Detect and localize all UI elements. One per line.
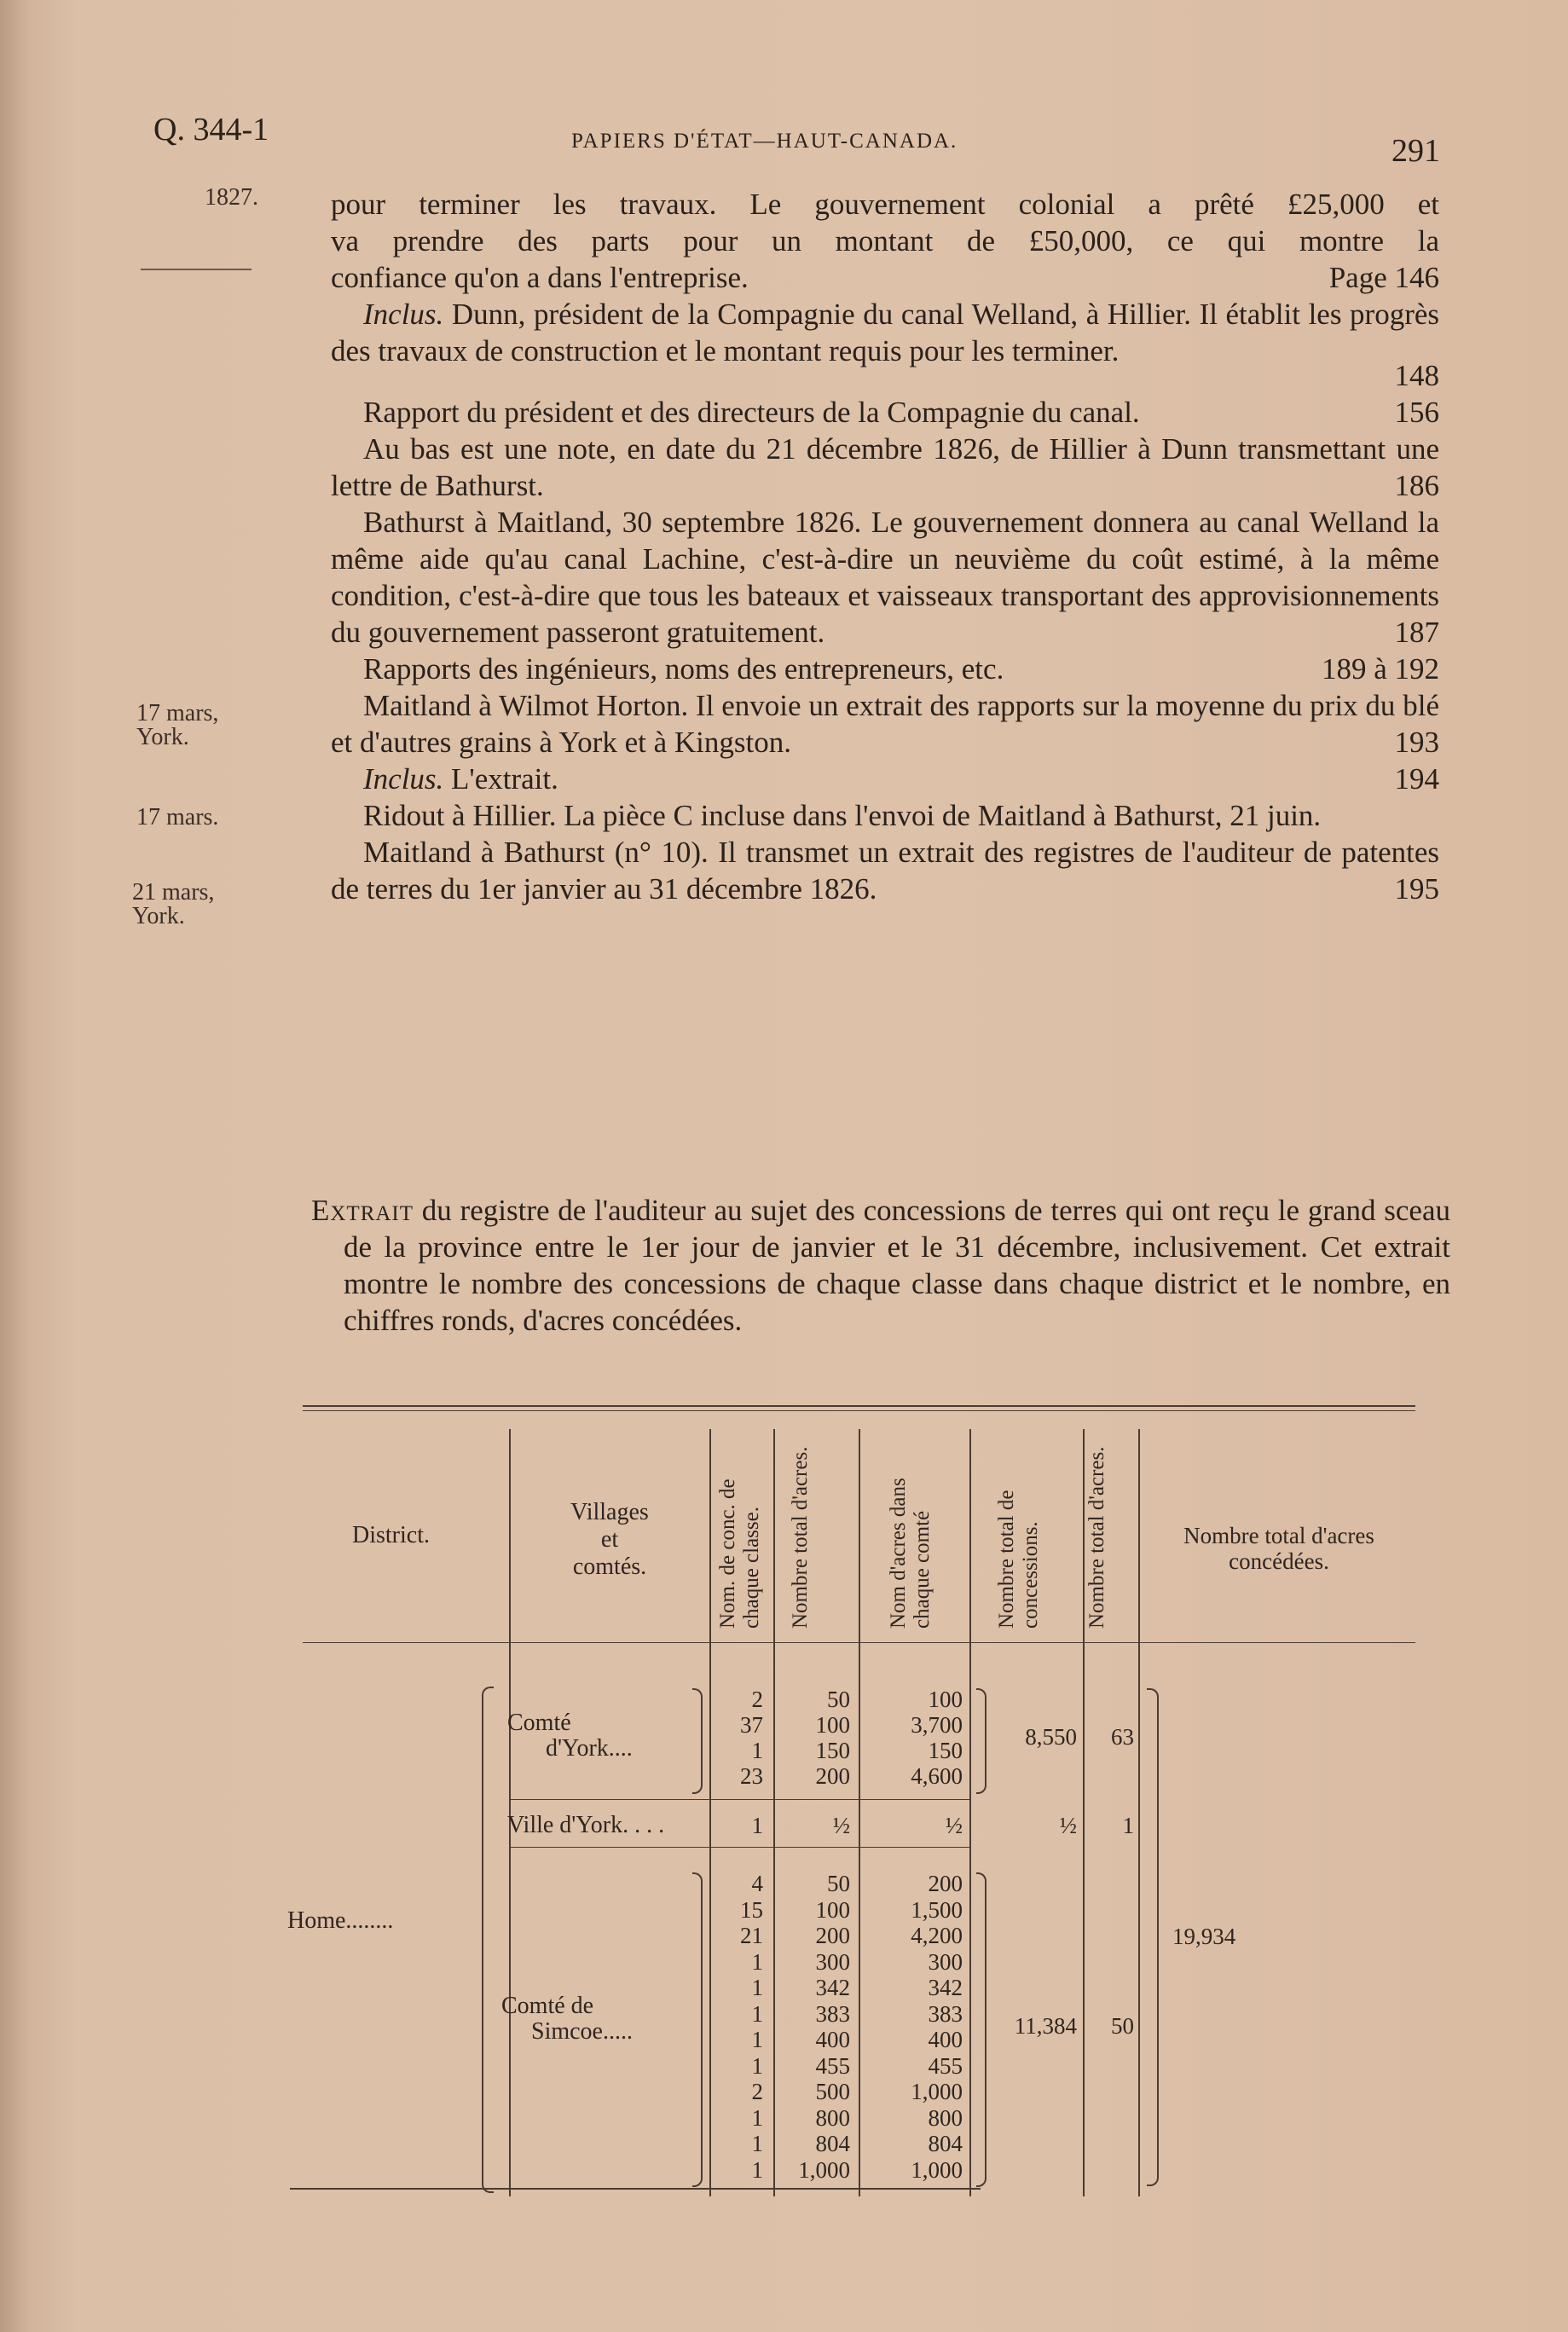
york-row-3-col-1: 200	[815, 1763, 850, 1789]
district-home: Home........	[287, 1907, 394, 1934]
simcoe-row-0-col-1: 50	[827, 1871, 850, 1896]
simcoe-row-7-col-0: 1	[751, 2052, 763, 2079]
reference-code: Q. 344-1	[153, 112, 269, 148]
table-bottom-rule	[290, 2188, 981, 2190]
simcoe-row-6-col-0: 1	[751, 2027, 763, 2052]
ville-bottom-rule	[509, 1847, 969, 1848]
header-district: District.	[352, 1522, 430, 1548]
paragraph-ridout	[331, 797, 1439, 834]
paragraph-3-text: Au bas est une note, en date du 21 décembre 1826, de Hillier à Dunn transmettant une lettre de Bathurst.	[331, 432, 1439, 502]
simcoe-row-1-col-1: 100	[815, 1896, 850, 1923]
simcoe-row-4-col-1: 342	[815, 1975, 850, 2000]
margin-year: 1827.	[205, 184, 258, 211]
york-row-1-col-0: 37	[740, 1712, 763, 1738]
simcoe-row-6-col-1: 400	[815, 2027, 850, 2052]
simcoe-row-11-col-2: 1,000	[911, 2156, 963, 2183]
simcoe-row-7-col-2: 455	[928, 2052, 963, 2079]
margin-date-1: 17 mars,	[136, 700, 219, 726]
page-ref-146: Page 146	[1328, 261, 1439, 294]
ville-nom-conc: 1	[751, 1813, 763, 1838]
york-row-0-col-2: 100	[928, 1687, 963, 1712]
extract-lead: Extrait	[311, 1194, 414, 1227]
simcoe-row-2-col-0: 21	[740, 1923, 763, 1948]
simcoe-row-3-col-1: 300	[815, 1948, 850, 1975]
header-nom-conc: Nom. de conc. de chaque classe.	[716, 1478, 763, 1629]
simcoe-row-11-col-0: 1	[751, 2156, 763, 2183]
page-ref-189-192: 189 à 192	[1321, 652, 1439, 686]
paragraph-2-text: Rapport du président et des directeurs de la Compagnie du canal.	[363, 396, 1140, 429]
page-ref-195: 195	[1394, 872, 1439, 906]
col-divider-7	[1138, 1429, 1140, 2196]
concessions-table	[287, 1405, 1415, 2198]
comte-york-label-1: Comté	[507, 1710, 571, 1736]
header-nom-acres-comte: Nom d'acres dans chaque comté	[887, 1478, 934, 1629]
simcoe-row-8-col-2: 1,000	[911, 2079, 963, 2104]
simcoe-row-9-col-0: 1	[751, 2104, 763, 2131]
paragraph-4-text: Bathurst à Maitland, 30 septembre 1826. Le gouvernement donnera au canal Welland la même aide qu'au canal Lachine, c'est-à-dire un neuvième du coût estimé, à la même condition, c'est-à-dire que tous les bateaux et vaisseaux transportant des approvisionnements du gouvernement passeront gratuitement.	[331, 506, 1439, 649]
text-line-3	[331, 259, 1439, 296]
page-ref-148: 148	[1394, 359, 1439, 392]
simcoe-row-2-col-2: 4,200	[911, 1923, 963, 1948]
york-row-0-col-0: 2	[751, 1687, 763, 1712]
page-ref-186: 186	[1394, 469, 1439, 502]
simcoe-row-10-col-1: 804	[815, 2131, 850, 2156]
body-text	[331, 186, 1439, 907]
simcoe-row-8-col-0: 2	[751, 2079, 763, 2104]
simcoe-row-11-col-1: 1,000	[798, 2156, 850, 2183]
paragraph-5-text: Rapports des ingénieurs, noms des entrepreneurs, etc.	[363, 652, 1004, 686]
page-ref-193: 193	[1394, 726, 1439, 759]
margin-place-3: York.	[132, 903, 185, 929]
simcoe-row-2-col-1: 200	[815, 1923, 850, 1948]
simcoe-row-4-col-0: 1	[751, 1975, 763, 2000]
paragraph-rapports-ingenieurs	[331, 651, 1439, 687]
simcoe-row-7-col-1: 455	[815, 2052, 850, 2079]
table-top-rule-2	[303, 1410, 1415, 1411]
simcoe-row-10-col-2: 804	[928, 2131, 963, 2156]
simcoe-row-4-col-2: 342	[928, 1975, 963, 2000]
simcoe-row-0-col-2: 200	[928, 1871, 963, 1896]
paragraph-1-text: Dunn, président de la Compagnie du canal Welland, à Hillier. Il établit les progrès des travaux de construction et le montant requis pour les terminer.	[331, 298, 1439, 367]
header-nombre-total-conc: Nombre total de concessions.	[995, 1490, 1042, 1629]
simcoe-row-5-col-2: 383	[928, 2000, 963, 2027]
text-line-3-content: confiance qu'on a dans l'entreprise.	[331, 261, 749, 294]
col-divider-2	[709, 1429, 711, 2196]
york-row-3-col-2: 4,600	[911, 1763, 963, 1789]
extract-text: du registre de l'auditeur au sujet des concessions de terres qui ont reçu le grand sceau de la province entre le 1er jour de janvier et le 31 décembre, inclusivement. Cet extrait montre le nombre des concessions de chaque classe dans chaque district et le nombre, en chiffres ronds, d'acres concédées.	[344, 1194, 1450, 1337]
simcoe-row-9-col-1: 800	[815, 2104, 850, 2131]
york-row-0-col-1: 50	[827, 1687, 850, 1712]
simcoe-row-8-col-1: 500	[815, 2079, 850, 2104]
simcoe-row-10-col-0: 1	[751, 2131, 763, 2156]
page-ref-156: 156	[1394, 396, 1439, 429]
simcoe-row-6-col-2: 400	[928, 2027, 963, 2052]
paragraph-inclus-extrait	[331, 761, 1439, 797]
district-brace	[482, 1687, 494, 2193]
header-villages: Villages et comtés.	[570, 1499, 649, 1580]
margin-place-1: York.	[136, 724, 189, 750]
page-title: PAPIERS D'ÉTAT—HAUT-CANADA.	[571, 130, 958, 153]
margin-date-3: 21 mars,	[132, 879, 215, 906]
paragraph-7-text: L'extrait.	[443, 762, 558, 796]
table-top-rule	[303, 1405, 1415, 1407]
comte-simcoe-label-1: Comté de	[501, 1993, 594, 2019]
ville-acres: ½	[832, 1813, 850, 1838]
ville-total-acres: ½	[1059, 1813, 1077, 1838]
york-row-2-col-2: 150	[928, 1738, 963, 1763]
header-nombre-total-acres-2: Nombre total d'acres.	[1085, 1446, 1108, 1629]
header-bottom-rule	[303, 1642, 1415, 1643]
york-row-1-col-2: 3,700	[911, 1712, 963, 1738]
paragraph-rapport	[331, 394, 1439, 431]
simcoe-row-3-col-2: 300	[928, 1948, 963, 1975]
grand-total-brace	[1147, 1688, 1159, 2186]
simcoe-row-5-col-1: 383	[815, 2000, 850, 2027]
page-ref-194: 194	[1394, 762, 1439, 796]
simcoe-row-5-col-0: 1	[751, 2000, 763, 2027]
comte-simcoe-label-2: Simcoe.....	[531, 2018, 633, 2045]
york-row-1-col-1: 100	[815, 1712, 850, 1738]
paragraph-8-text: Ridout à Hillier. La pièce C incluse dans l'envoi de Maitland à Bathurst, 21 juin.	[363, 799, 1322, 832]
grand-total: 19,934	[1172, 1924, 1236, 1949]
header-total-acres-concedees: Nombre total d'acres concédées.	[1183, 1523, 1374, 1574]
ville-comte-acres: ½	[945, 1813, 963, 1838]
york-row-3-col-0: 23	[740, 1763, 763, 1789]
ville-york-label: Ville d'York. . . .	[507, 1812, 665, 1838]
york-total-conc: 63	[1111, 1724, 1134, 1750]
york-brace-left	[692, 1688, 703, 1794]
comte-york-label-2: d'York....	[546, 1735, 633, 1762]
simcoe-row-9-col-2: 800	[928, 2104, 963, 2131]
text-line-2: va prendre des parts pour un montant de £50,000, ce qui montre la	[331, 224, 1439, 258]
paragraph-7	[363, 761, 558, 797]
header-nombre-total-acres: Nombre total d'acres.	[789, 1446, 812, 1629]
inclus-label-1: Inclus.	[363, 298, 444, 331]
col-divider-5	[969, 1429, 971, 2196]
simcoe-row-3-col-0: 1	[751, 1948, 763, 1975]
simcoe-row-1-col-2: 1,500	[911, 1896, 963, 1923]
simcoe-row-1-col-0: 15	[740, 1896, 763, 1923]
extract-paragraph	[311, 1192, 1450, 1339]
york-row-2-col-1: 150	[815, 1738, 850, 1763]
simcoe-brace-left	[692, 1872, 703, 2187]
simcoe-row-0-col-0: 4	[751, 1871, 763, 1896]
text-line-1: pour terminer les travaux. Le gouvernement colonial a prêté £25,000 et	[331, 188, 1439, 221]
ville-total-conc: 1	[1122, 1813, 1134, 1838]
york-row-2-col-0: 1	[751, 1738, 763, 1763]
paragraph-6-text: Maitland à Wilmot Horton. Il envoie un extrait des rapports sur la moyenne du prix du blé et d'autres grains à York et à Kingston.	[331, 689, 1439, 759]
paragraph-9-text: Maitland à Bathurst (n° 10). Il transmet un extrait des registres de l'auditeur de patentes de terres du 1er janvier au 31 décembre 1826.	[331, 836, 1439, 906]
page-ref-187: 187	[1394, 616, 1439, 649]
ville-top-rule	[509, 1799, 969, 1800]
page-number: 291	[1392, 133, 1440, 169]
simcoe-total-acres: 11,384	[1014, 2013, 1077, 2039]
simcoe-total-conc: 50	[1111, 2013, 1134, 2039]
margin-date-2: 17 mars.	[136, 804, 219, 830]
margin-rule	[141, 269, 252, 270]
york-total-acres: 8,550	[1025, 1724, 1077, 1750]
inclus-label-2: Inclus.	[363, 762, 444, 796]
